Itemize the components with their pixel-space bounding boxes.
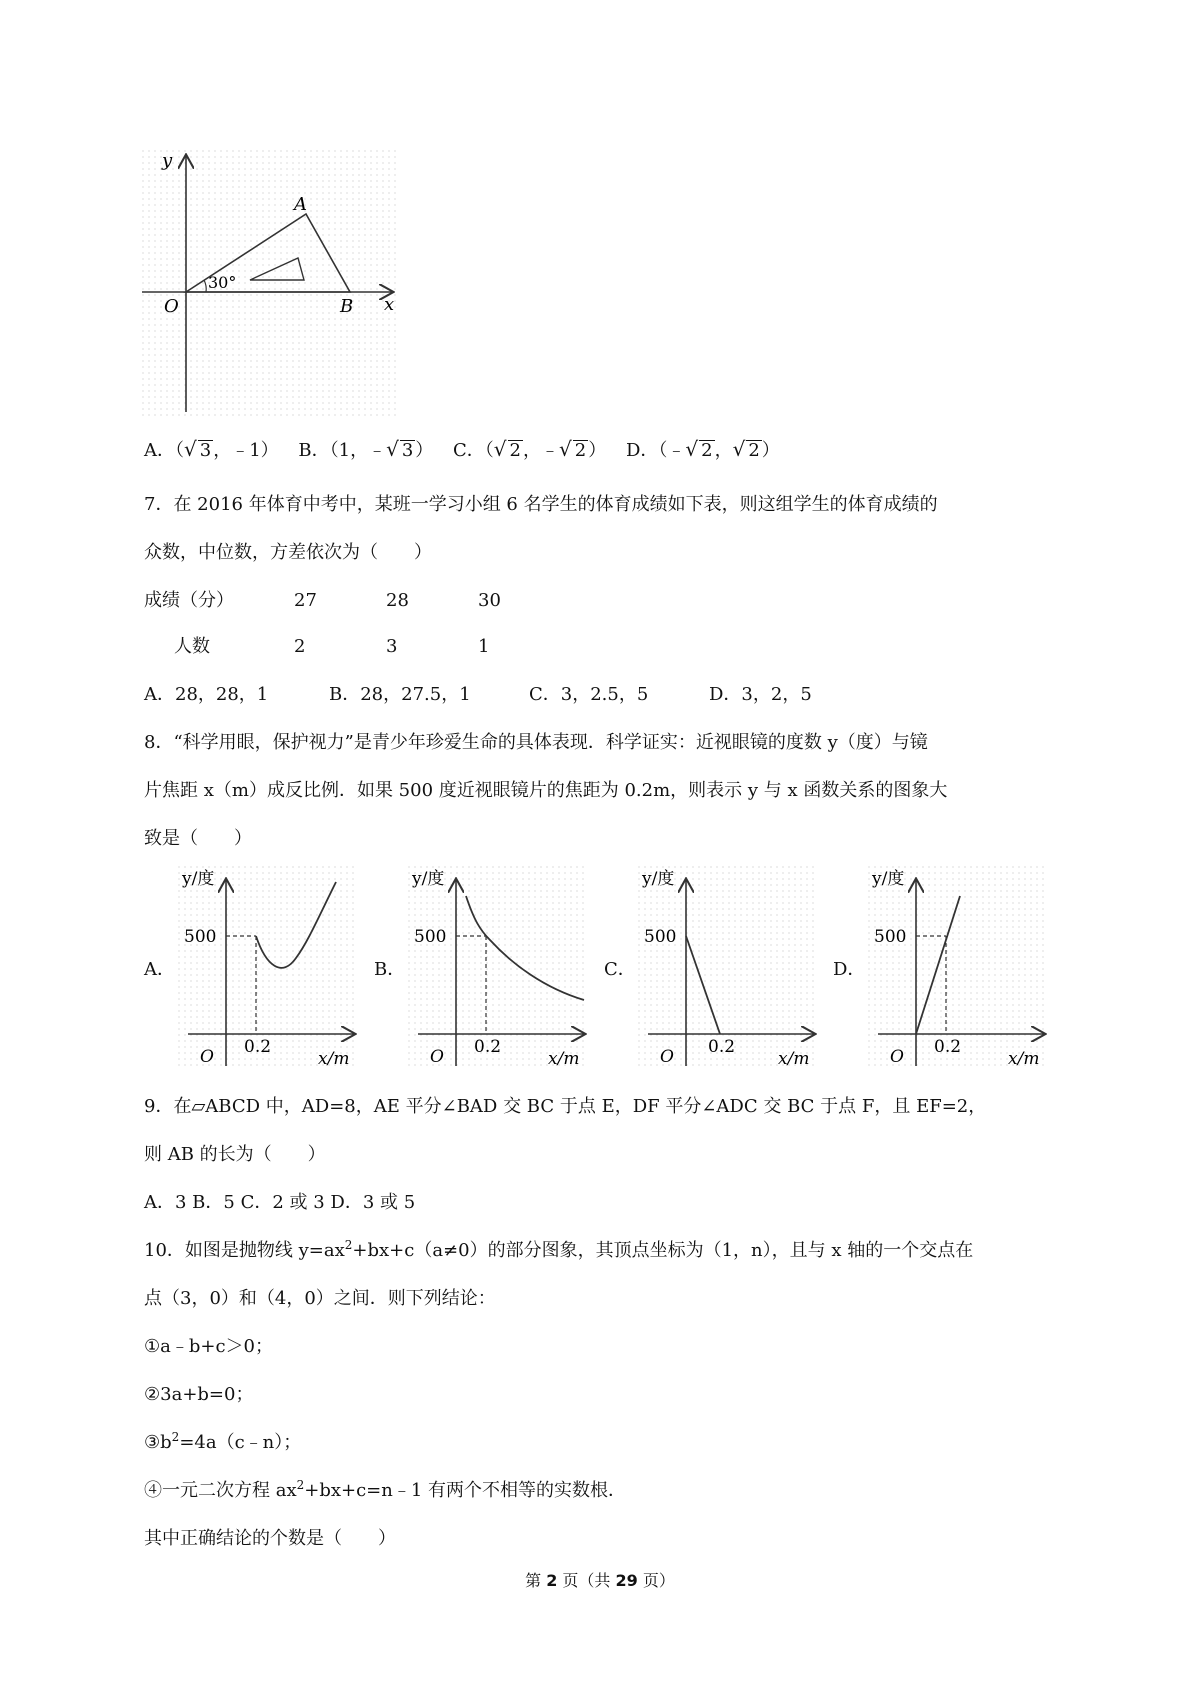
q10-question-tail: 其中正确结论的个数是（ ） [144,1528,396,1549]
graph-a-origin: O [200,1047,214,1067]
fig6-point-a: A [294,194,307,215]
q7-stem-line1: 7．在 2016 年体育中考中，某班一学习小组 6 名学生的体育成绩如下表，则这组学生的体育成绩的 [144,494,938,515]
q10-conclusion-4: ④一元二次方程 $ax^2+bx+c=n﹣1$ 有两个不相等的实数根． [144,1478,627,1501]
graph-a-y-label: y/度 [182,869,215,889]
figure-triangle-coordinate [142,150,402,418]
page-total: 29 [615,1571,638,1590]
graph-c-y-label: y/度 [642,869,675,889]
q9-stem-line1: 9．在▱ABCD 中，AD=8，AE 平分∠BAD 交 BC 于点 E，DF 平分∠ADC 交 BC 于点 F，且 EF=2， [144,1096,987,1117]
page-number: 2 [546,1571,558,1590]
graph-d-y-label: y/度 [872,869,905,889]
q10-stem-line2: 点（3，0）和（4，0）之间．则下列结论： [144,1288,496,1309]
fig6-x-label: x [384,294,395,315]
graph-c-x-label: x/m [778,1049,810,1069]
q8-graph-d [868,866,1050,1070]
q8-option-b-label: B． [374,959,406,980]
q8-stem-line3: 致是（ ） [144,828,252,849]
graph-b-y-label: y/度 [412,869,445,889]
graph-b-x02-label: 0.2 [474,1037,502,1057]
q6-options [144,436,780,462]
graph-b-origin: O [430,1047,444,1067]
graph-a-y500-label: 500 [184,927,217,947]
q7-option-d: D．3，2，5 [709,684,812,705]
q7-option-c: C．3，2.5，5 [529,684,649,705]
fig6-point-b: B [340,296,354,317]
q10-conclusion-2: ②3a+b=0； [144,1384,254,1405]
q6-option-d: D．（﹣√ 2 ，√ 2 ） [625,437,780,461]
q7-table-row-count: 人数 2 3 1 [174,636,490,657]
fig6-angle-label: 30° [208,273,237,292]
q8-graph-c [638,866,820,1070]
q7-options [144,680,812,706]
graph-d-y500-label: 500 [874,927,907,947]
q8-option-d-label: D． [833,959,866,980]
q7-table-row-score: 成绩（分） 27 28 30 [144,590,501,611]
q7-option-a: A．28，28，1 [144,684,269,705]
q9-options: A．3 B．5 C．2 或 3 D．3 或 5 [144,1192,416,1213]
graph-a-x-label: x/m [318,1049,350,1069]
q10-conclusion-1: ①a﹣b+c＞0； [144,1336,274,1357]
graph-a-x02-label: 0.2 [244,1037,272,1057]
q8-graph-b [408,866,590,1070]
graph-b-y500-label: 500 [414,927,447,947]
graph-d-x-label: x/m [1008,1049,1040,1069]
graph-d-origin: O [890,1047,904,1067]
graph-c-x02-label: 0.2 [708,1037,736,1057]
q8-option-a-label: A． [144,959,175,980]
q6-option-a: A．（√ 3 ，﹣1） [144,437,279,461]
fig6-origin-label: O [164,296,179,317]
q7-stem-line2: 众数，中位数，方差依次为（ ） [144,542,432,563]
fig6-y-label: y [162,150,173,171]
q6-option-b: B．（1，﹣√ 3 ） [298,437,434,461]
q8-stem-line2: 片焦距 x（m）成反比例．如果 500 度近视眼镜片的焦距为 0.2m，则表示 y 与 x 函数关系的图象大 [144,780,948,801]
q10-conclusion-3: $③b^2=4a(c﹣n)$； [144,1430,302,1453]
q9-stem-line2: 则 AB 的长为（ ） [144,1144,326,1165]
graph-c-origin: O [660,1047,674,1067]
q7-option-b: B．28，27.5，1 [329,684,471,705]
graph-b-x-label: x/m [548,1049,580,1069]
graph-d-x02-label: 0.2 [934,1037,962,1057]
q6-option-c: C．（√ 2 ，﹣√ 2 ） [453,437,607,461]
q10-stem-line1: 10．如图是抛物线 $y=ax^2+bx+c(a\ne 0)$的部分图象，其顶点坐标为（1，n），且与 x 轴的一个交点在 [144,1238,974,1261]
q8-graph-a [178,866,360,1070]
page-footer: 第 2 页（共 29 页） [525,1571,675,1590]
q8-option-c-label: C． [604,959,636,980]
q8-stem-line1: 8．“科学用眼，保护视力”是青少年珍爱生命的具体表现．科学证实：近视眼镜的度数 y（度）与镜 [144,732,928,753]
graph-c-y500-label: 500 [644,927,677,947]
